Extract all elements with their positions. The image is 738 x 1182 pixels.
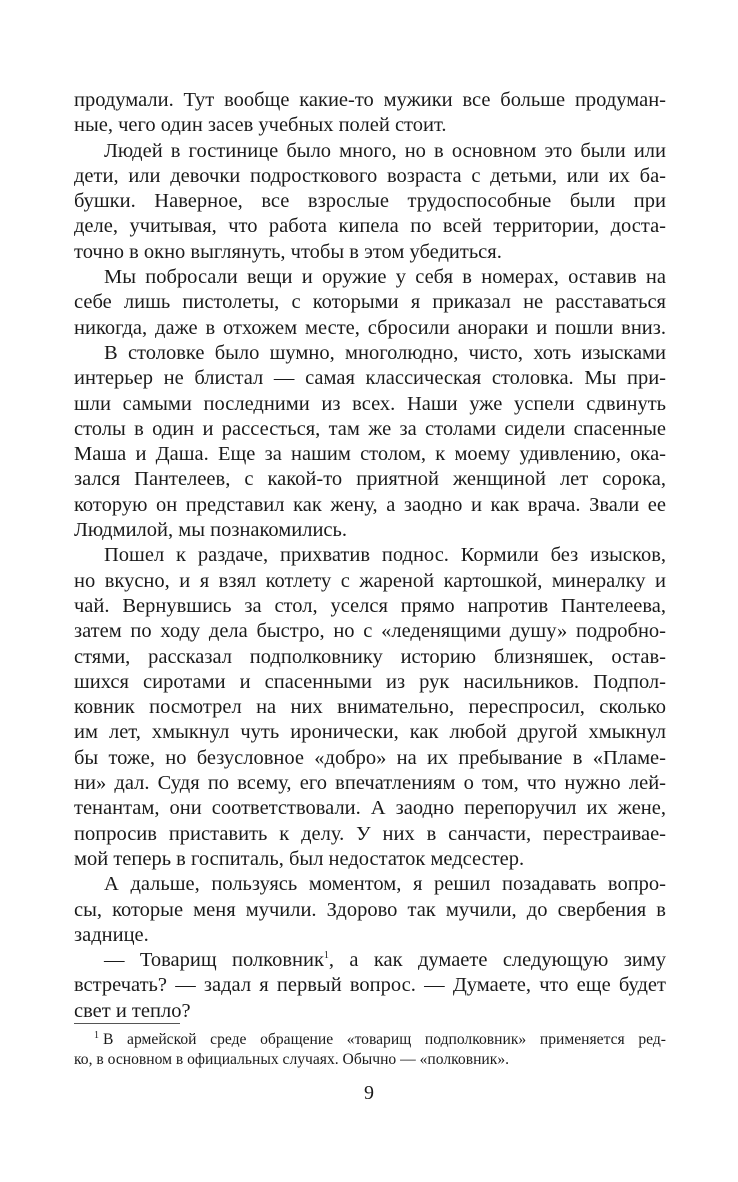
text-line: ковник посмотрел на них внимательно, переспросил, сколько xyxy=(74,696,666,719)
text-line: стями, рассказал подполковнику историю близняшек, остав- xyxy=(74,645,666,668)
text-line: Людмилой, мы познакомились. xyxy=(74,519,348,542)
text-line: тенантам, они соответствовали. А заодно перепоручил их жене, xyxy=(74,797,666,820)
footnote-mark: 1 xyxy=(94,1029,99,1041)
text-line: шихся сиротами и спасенными из рук насильников. Подпол- xyxy=(74,670,666,693)
book-page-body xyxy=(74,88,666,1024)
text-line xyxy=(74,948,666,973)
text-line: никогда, даже в отхожем месте, сбросили анораки и пошли вниз. xyxy=(74,316,666,339)
paragraph-2 xyxy=(74,139,666,265)
text-line: интерьер не блистал — самая классическая столовка. Мы при- xyxy=(74,367,666,390)
text-line: но вкусно, и я взял котлету с жареной картошкой, минералку и xyxy=(74,569,666,592)
footnote-line xyxy=(74,1030,666,1050)
text-line: Пошел к раздаче, прихватив поднос. Кормили без изысков, xyxy=(104,544,666,567)
text-line: Маша и Даша. Еще за нашим столом, к моему удивлению, ока- xyxy=(74,443,666,466)
page-number: 9 xyxy=(364,1082,374,1104)
paragraph-1 xyxy=(74,88,666,139)
paragraph-3 xyxy=(74,265,666,341)
text-line: затем по ходу дела быстро, но с «леденящими душу» подробно- xyxy=(74,620,666,643)
text-line: ни» дал. Судя по всему, его впечатлениям о том, что нужно лей- xyxy=(74,772,666,795)
text-line: заднице. xyxy=(74,923,149,946)
paragraph-7-dialogue xyxy=(74,948,666,1024)
text-line: зался Пантелеев, с какой-то приятной женщиной лет сорока, xyxy=(74,468,666,491)
paragraph-5 xyxy=(74,543,666,872)
text-line: себе лишь пистолеты, с которыми я приказал не расставаться xyxy=(74,291,666,314)
text-line: мой теперь в госпиталь, был недостаток медсестер. xyxy=(74,847,525,870)
text-line: чай. Вернувшись за стол, уселся прямо напротив Пантелеева, xyxy=(74,594,666,617)
text-line: Людей в гостинице было много, но в основном это были или xyxy=(104,139,666,162)
text-line: деле, учитывая, что работа кипела по всей территории, доста- xyxy=(74,215,666,238)
text-line: бы тоже, но безусловное «добро» на их пребывание в «Пламе- xyxy=(74,746,666,769)
text-line: сы, которые меня мучили. Здорово так мучили, до свербения в xyxy=(74,898,666,921)
paragraph-6 xyxy=(74,872,666,948)
text-line: дети, или девочки подросткового возраста с детьми, или их ба- xyxy=(74,164,666,187)
text-line: продумали. Тут вообще какие-то мужики все больше продуман- xyxy=(74,89,666,111)
text-line: свет и тепло? xyxy=(74,999,191,1022)
text-line: попросив приставить к делу. У них в санчасти, перестраивае- xyxy=(74,822,666,845)
text-line: бушки. Наверное, все взрослые трудоспособные были при xyxy=(74,190,666,213)
footnote xyxy=(74,1030,666,1070)
footnote-line: ко, в основном в официальных случаях. Обычно — «полковник». xyxy=(74,1051,510,1068)
footnote-reference[interactable]: 1 xyxy=(323,950,329,962)
text-line: им лет, хмыкнул чуть иронически, как любой другой хмыкнул xyxy=(74,721,666,744)
dialogue-text: , а как думаете следующую зиму xyxy=(328,949,666,972)
text-line: шли самыми последними из всех. Наши уже успели сдвинуть xyxy=(74,392,666,415)
text-line: которую он представил как жену, а заодно и как врача. Звали ее xyxy=(74,493,666,516)
text-line: ные, чего один засев учебных полей стоит. xyxy=(74,114,447,137)
footnote-divider xyxy=(74,1023,180,1024)
text-line: А дальше, пользуясь моментом, я решил позадавать вопро- xyxy=(104,873,666,896)
text-line: В столовке было шумно, многолюдно, чисто, хоть изысками xyxy=(104,341,666,364)
dialogue-text: — Товарищ полковник xyxy=(104,949,324,972)
text-line: Мы побросали вещи и оружие у себя в номерах, оставив на xyxy=(104,266,666,289)
text-line: точно в окно выглянуть, чтобы в этом убедиться. xyxy=(74,240,502,263)
paragraph-4 xyxy=(74,341,666,543)
text-line: встречать? — задал я первый вопрос. — Думаете, что еще будет xyxy=(74,974,666,997)
footnote-text: В армейской среде обращение «товарищ подполковник» применяется ред- xyxy=(103,1031,666,1048)
text-line: столы в один и рассесться, там же за столами сидели спасенные xyxy=(74,417,666,440)
